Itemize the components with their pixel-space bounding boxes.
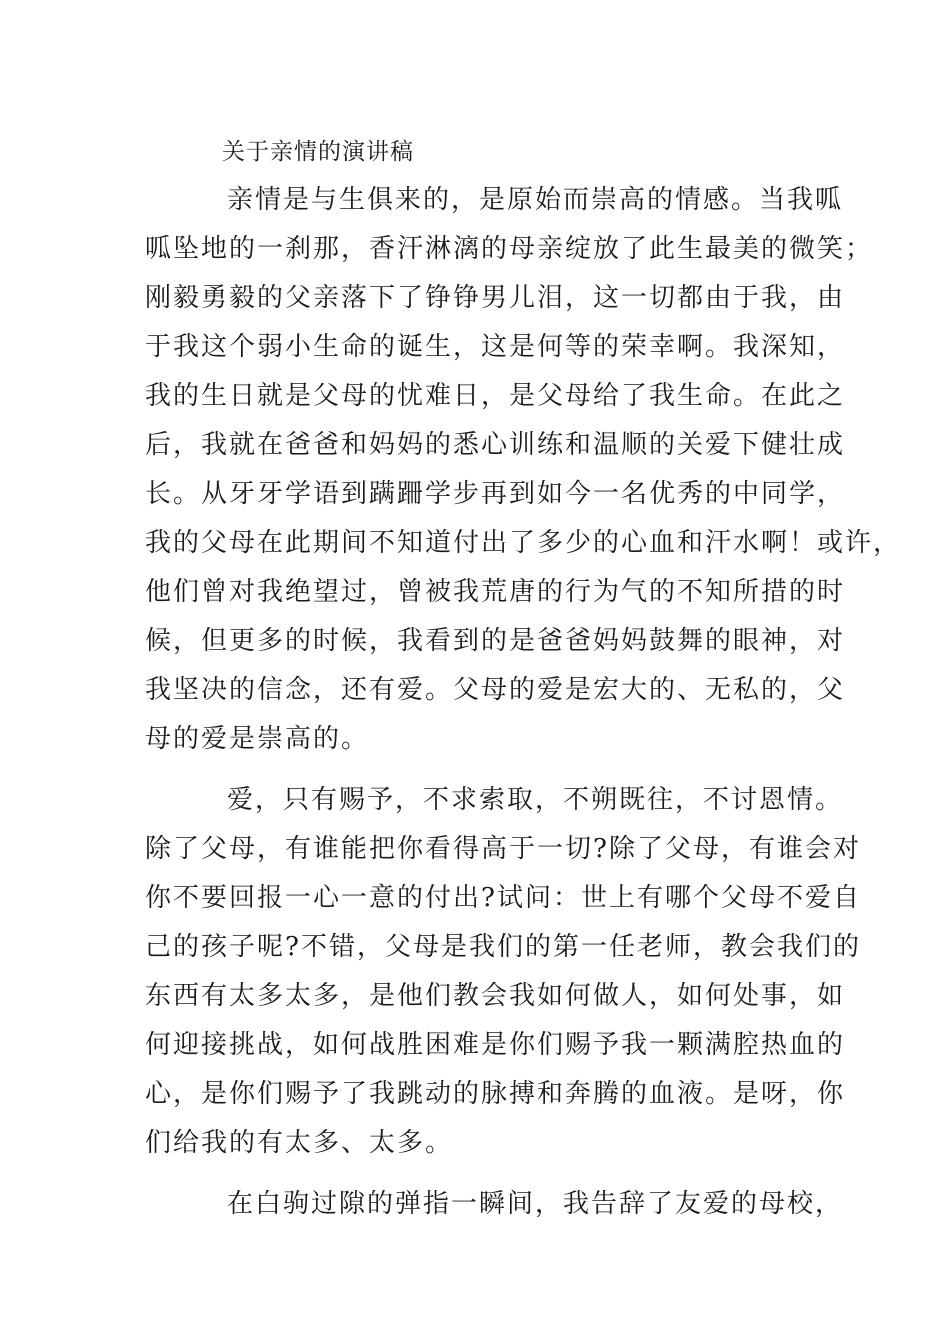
text-line: 刚毅勇毅的父亲落下了铮铮男儿泪，这一切都由于我，由 — [145, 283, 846, 313]
text-line: 后，我就在爸爸和妈妈的悉心训练和温顺的关爱下健壮成 — [145, 430, 846, 460]
text-line: 我的生日就是父母的忧难日，是父母给了我生命。在此之 — [145, 381, 846, 411]
text-line: 除了父母，有谁能把你看得高于一切?除了父母，有谁会对 — [145, 834, 861, 864]
text-line: 候，但更多的时候，我看到的是爸爸妈妈鼓舞的眼神，对 — [145, 626, 846, 656]
text-line: 爱，只有赐予，不求索取，不朔既往，不讨恩情。 — [227, 785, 844, 815]
document-body — [145, 176, 902, 1241]
text-line: 我坚决的信念，还有爱。父母的爱是宏大的、无私的，父 — [145, 675, 846, 705]
paragraph-2 — [145, 776, 861, 1168]
text-line: 东西有太多太多，是他们教会我如何做人，如何处事，如 — [145, 981, 846, 1011]
text-line: 们给我的有太多、太多。 — [145, 1128, 454, 1158]
text-line: 他们曾对我绝望过，曾被我荒唐的行为气的不知所措的时 — [145, 577, 846, 607]
text-line: 己的孩子呢?不错，父母是我们的第一任老师，教会我们的 — [145, 932, 861, 962]
text-line: 呱坠地的一刹那，香汗淋漓的母亲绽放了此生最美的微笑； — [145, 234, 874, 264]
text-line: 在白驹过隙的弹指一瞬间，我告辞了友爱的母校， — [227, 1189, 844, 1219]
text-line: 亲情是与生俱来的，是原始而崇高的情感。当我呱 — [227, 185, 844, 215]
text-line: 于我这个弱小生命的诞生，这是何等的荣幸啊。我深知， — [145, 332, 846, 362]
text-line: 何迎接挑战，如何战胜困难是你们赐予我一颗满腔热血的 — [145, 1030, 846, 1060]
text-line: 我的父母在此期间不知道付出了多少的心血和汗水啊！或许， — [145, 528, 902, 558]
text-line: 你不要回报一心一意的付出?试问：世上有哪个父母不爱自 — [145, 883, 861, 913]
text-line: 心，是你们赐予了我跳动的脉搏和奔腾的血液。是呀，你 — [145, 1079, 846, 1109]
text-line: 长。从牙牙学语到蹒跚学步再到如今一名优秀的中同学， — [145, 479, 846, 509]
document-title: 关于亲情的演讲稿 — [222, 139, 414, 165]
paragraph-1 — [145, 176, 902, 764]
text-line: 母的爱是崇高的。 — [145, 724, 370, 754]
paragraph-3 — [145, 1180, 844, 1229]
